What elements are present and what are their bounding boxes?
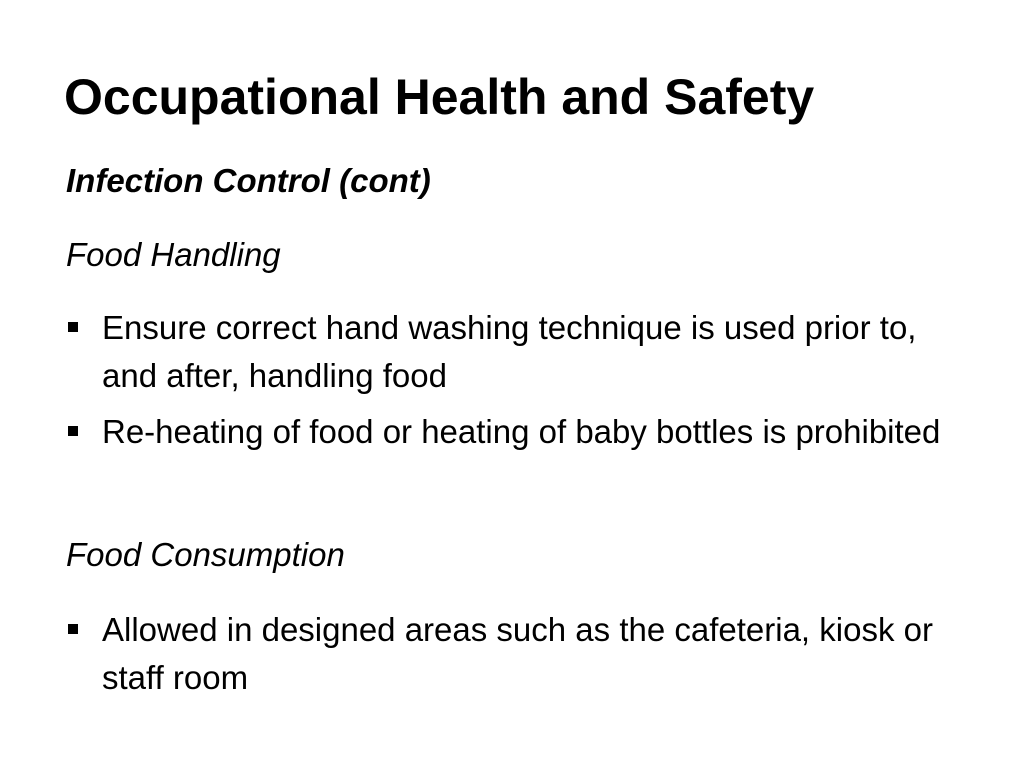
list-item	[66, 304, 966, 400]
slide-title: Occupational Health and Safety	[64, 69, 815, 125]
list-item	[66, 408, 966, 456]
section-heading-food-handling: Food Handling	[66, 236, 281, 273]
bullet-text: Re-heating of food or heating of baby bottles is prohibited	[102, 413, 941, 450]
slide-subtitle: Infection Control (cont)	[66, 162, 431, 199]
bullet-text: Ensure correct hand washing technique is used prior to, and after, handling food	[102, 309, 917, 394]
bullet-list-food-handling	[66, 304, 966, 464]
section-heading-food-consumption: Food Consumption	[66, 536, 345, 573]
list-item	[66, 606, 966, 702]
square-bullet-icon	[68, 624, 78, 634]
bullet-list-food-consumption	[66, 606, 966, 710]
bullet-text: Allowed in designed areas such as the cafeteria, kiosk or staff room	[102, 611, 933, 696]
square-bullet-icon	[68, 322, 78, 332]
square-bullet-icon	[68, 426, 78, 436]
